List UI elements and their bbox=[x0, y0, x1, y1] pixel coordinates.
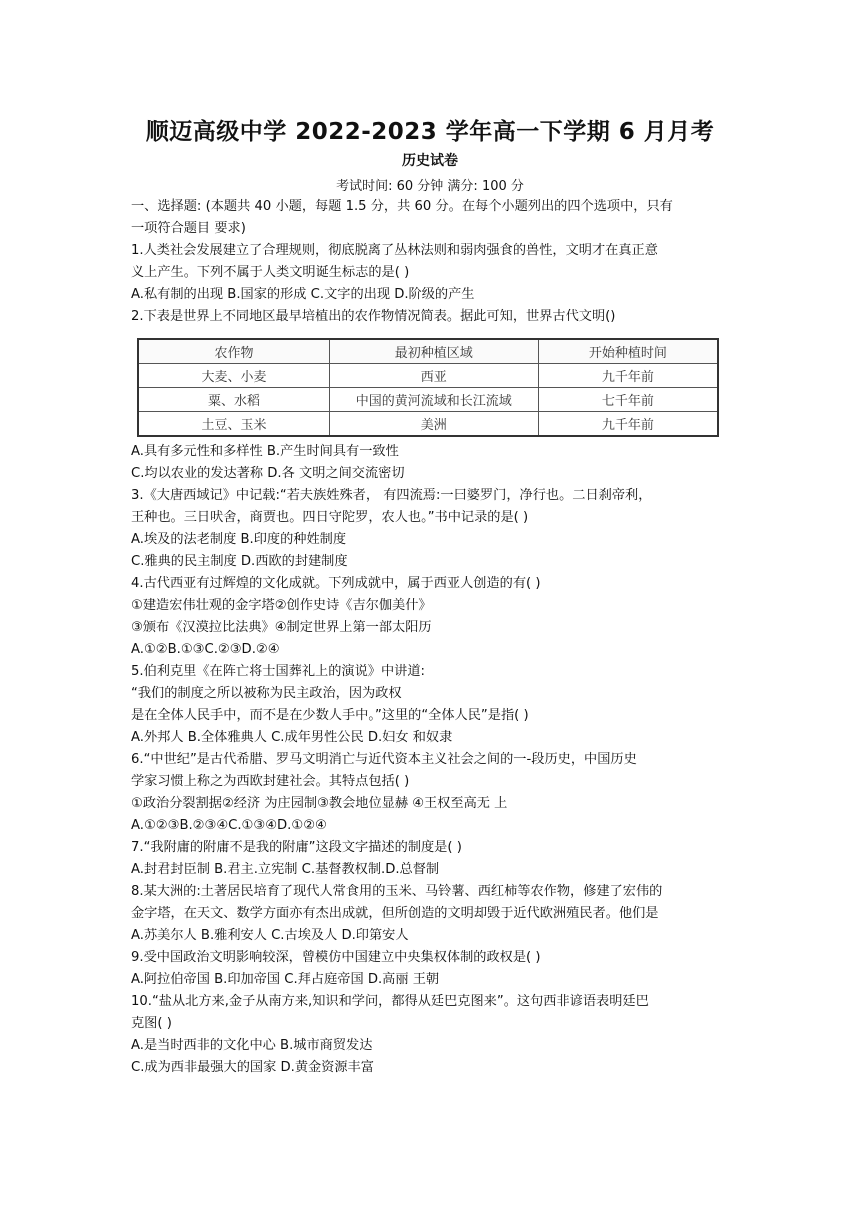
text-line: A.①②B.①③C.②③D.②④ bbox=[131, 642, 280, 657]
table-header: 农作物 bbox=[138, 339, 329, 364]
text-line: 8.某大洲的:土著居民培育了现代人常食用的玉米、马铃薯、西红柿等农作物，修建了宏伟的 bbox=[131, 884, 663, 899]
text-line: C.成为西非最强大的国家 D.黄金资源丰富 bbox=[131, 1060, 374, 1075]
text-line: A.埃及的法老制度 B.印度的种姓制度 bbox=[131, 532, 347, 547]
text-line: 金字塔，在天文、数学方面亦有杰出成就，但所创造的文明却毁于近代欧洲殖民者。他们是 bbox=[131, 906, 659, 921]
text-line: 4.古代西亚有过辉煌的文化成就。下列成就中，属于西亚人创造的有( ) bbox=[131, 576, 541, 591]
text-line: 10.“盐从北方来,金子从南方来,知识和学问，都得从廷巴克图来”。这句西非谚语表明廷巴 bbox=[131, 994, 649, 1009]
table-cell: 七千年前 bbox=[538, 388, 718, 412]
text-line: A.是当时西非的文化中心 B.城市商贸发达 bbox=[131, 1038, 373, 1053]
text-line: 5.伯利克里《在阵亡将士国葬礼上的演说》中讲道: bbox=[131, 664, 425, 679]
table-row bbox=[138, 412, 718, 437]
table-row bbox=[138, 364, 718, 388]
question-block-top bbox=[131, 196, 733, 328]
table-header: 开始种植时间 bbox=[538, 339, 718, 364]
text-line: 是在全体人民手中，而不是在少数人手中。”这里的“全体人民”是指( ) bbox=[131, 708, 529, 723]
text-line: A.苏美尔人 B.雅利安人 C.古埃及人 D.印第安人 bbox=[131, 928, 409, 943]
text-line: 6.“中世纪”是古代希腊、罗马文明消亡与近代资本主义社会之间的一-段历史，中国历史 bbox=[131, 752, 637, 767]
text-line: ①建造宏伟壮观的金字塔②创作史诗《吉尔伽美什》 bbox=[131, 598, 432, 613]
text-line: A.具有多元性和多样性 B.产生时间具有一致性 bbox=[131, 444, 399, 459]
table-cell: 土豆、玉米 bbox=[138, 412, 329, 437]
exam-info: 考试时间: 60 分钟 满分: 100 分 bbox=[336, 179, 524, 194]
crop-table bbox=[137, 338, 719, 436]
text-line: A.私有制的出现 B.国家的形成 C.文字的出现 D.阶级的产生 bbox=[131, 287, 475, 302]
table-cell: 粟、水稻 bbox=[138, 388, 329, 412]
table-cell: 大麦、小麦 bbox=[138, 364, 329, 388]
table-header: 最初种植区域 bbox=[329, 339, 538, 364]
text-line: C.均以农业的发达著称 D.各 文明之间交流密切 bbox=[131, 466, 405, 481]
table-cell: 中国的黄河流域和长江流域 bbox=[329, 388, 538, 412]
table-cell: 九千年前 bbox=[538, 412, 718, 437]
question-block-bottom bbox=[131, 441, 733, 1079]
text-line: 1.人类社会发展建立了合理规则，彻底脱离了丛林法则和弱肉强食的兽性，文明才在真正意 bbox=[131, 243, 658, 258]
table-cell: 九千年前 bbox=[538, 364, 718, 388]
text-line: 王种也。三日吠舍，商贾也。四日守陀罗，农人也。”书中记录的是( ) bbox=[131, 510, 529, 525]
exam-title: 顺迈高级中学 2022-2023 学年高一下学期 6 月月考 bbox=[145, 119, 715, 145]
text-line: 7.“我附庸的附庸不是我的附庸”这段文字描述的制度是( ) bbox=[131, 840, 462, 855]
text-line: 3.《大唐西域记》中记载:“若夫族姓殊者， 有四流焉:一曰婆罗门，净行也。二日刹帝利， bbox=[131, 488, 652, 503]
text-line: A.①②③B.②③④C.①③④D.①②④ bbox=[131, 818, 327, 833]
text-line: 一项符合题目 要求) bbox=[131, 221, 246, 236]
text-line: 学家习惯上称之为西欧封建社会。其特点包括( ) bbox=[131, 774, 410, 789]
text-line: “我们的制度之所以被称为民主政治，因为政权 bbox=[131, 686, 402, 701]
text-line: A.封君封臣制 B.君主.立宪制 C.基督教权制.D.总督制 bbox=[131, 862, 440, 877]
text-line: 义上产生。下列不属于人类文明诞生标志的是( ) bbox=[131, 265, 410, 280]
text-line: C.雅典的民主制度 D.西欧的封建制度 bbox=[131, 554, 348, 569]
subject-title: 历史试卷 bbox=[402, 153, 458, 169]
text-line: A.阿拉伯帝国 B.印加帝国 C.拜占庭帝国 D.高丽 王朝 bbox=[131, 972, 440, 987]
text-line: ①政治分裂割据②经济 为庄园制③教会地位显赫 ④王权至高无 上 bbox=[131, 796, 508, 811]
text-line: ③颁布《汉漠拉比法典》④制定世界上第一部太阳历 bbox=[131, 620, 432, 635]
table-cell: 美洲 bbox=[329, 412, 538, 437]
table-header-row bbox=[138, 339, 718, 364]
text-line: A.外邦人 B.全体雅典人 C.成年男性公民 D.妇女 和奴隶 bbox=[131, 730, 453, 745]
text-line: 克图( ) bbox=[131, 1016, 172, 1031]
table-row bbox=[138, 388, 718, 412]
text-line: 一、选择题: (本题共 40 小题，每题 1.5 分，共 60 分。在每个小题列出的四个选项中，只有 bbox=[131, 199, 673, 214]
text-line: 2.下表是世界上不同地区最早培植出的农作物情况简表。据此可知，世界古代文明() bbox=[131, 309, 616, 324]
text-line: 9.受中国政治文明影响较深，曾模仿中国建立中央集权体制的政权是( ) bbox=[131, 950, 541, 965]
table-cell: 西亚 bbox=[329, 364, 538, 388]
